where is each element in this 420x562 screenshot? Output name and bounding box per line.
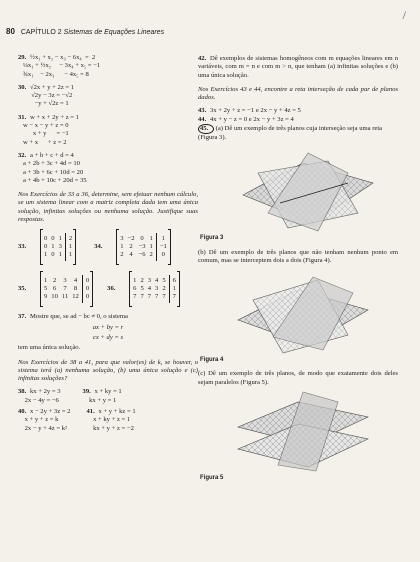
equation-line: ½x₁ + x₂ − x₃ − 6x₄ = 2 [30, 54, 96, 61]
exercise-number: 42. [198, 55, 207, 62]
equation-line: x + y = −1 [32, 130, 69, 138]
exercise-number: 40. [18, 408, 27, 416]
augmented-matrix-36: 1 2 3 4 5 6 5 4 3 2 7 7 7 7 7 6 1 7 [129, 271, 180, 307]
exercise-number: 45. [198, 124, 214, 134]
equation-line: x + y + z = k [24, 416, 59, 424]
exercise-30 [18, 84, 198, 109]
matrix-row-33-34 [18, 229, 198, 265]
equation-line: 2x − y + 4z = k² [24, 424, 68, 432]
exercise-38 [18, 388, 61, 405]
exercise-45c: (c) Dê um exemplo de três planos, de modo que exatamente dois deles sejam paralelos (Figura 5). [198, 370, 398, 386]
equation-line: a + b + c + d = 4 [30, 151, 74, 159]
equation-line: cx + dy = s [92, 333, 124, 341]
figure-caption: Figura 4 [200, 356, 224, 363]
exercise-number: 44. [198, 115, 207, 123]
exercise-37 [18, 313, 198, 352]
pen-mark: / [402, 8, 406, 22]
exercise-32 [18, 152, 198, 185]
exercise-45b: (b) Dê um exemplo de três planos que não tenham nenhum ponto em comum, mas se interceptem dois a dois (Figura 4). [198, 248, 398, 264]
exercise-39 [83, 388, 122, 405]
equation-line: −y + √2z = 1 [34, 100, 69, 108]
figure-5 [198, 387, 398, 481]
exercise-31 [18, 114, 198, 147]
exercise-29 [18, 54, 198, 79]
equation-line: a + 2b + 3c + 4d = 10 [22, 160, 80, 168]
exercise-text: 4x + y − z = 0 e 2x − y + 3z = 4 [210, 115, 294, 123]
instructions-33-36: Nos Exercícios de 33 a 36, determine, sem efetuar nenhum cálculo, se um sistema linear com a matriz completa dada tem uma única solução, infinitas soluções ou nenhuma solução. Justifique suas respostas. [18, 191, 198, 224]
page-number: 80 [6, 27, 15, 36]
chapter-label: CAPÍTULO 2 [20, 29, 62, 36]
exercise-number: 33. [18, 243, 27, 251]
instructions-38-41: Nos Exercícios de 38 a 41, para que valor(es) de k, se houver, o sistema terá (a) nenhuma solução, (b) uma única solução e (c) infinitas soluções? [18, 358, 198, 383]
equation-line: x + y + kz = 1 [98, 408, 136, 416]
figure-4 [198, 265, 398, 363]
instructions-43-44: Nos Exercícios 43 e 44, encontre a reta interseção de cada par de planos dados. [198, 85, 398, 102]
equation-line: √2y − 3z = −√2 [31, 92, 73, 100]
equation-line: a + 3b + 6c + 10d = 20 [22, 168, 84, 176]
exercise-number: 37. [18, 313, 27, 321]
right-column [198, 55, 398, 481]
augmented-matrix-34: 3 −2 0 1 1 2 −3 1 2 4 −6 2 1 −1 0 [116, 229, 171, 265]
exercise-number: 36. [107, 285, 116, 293]
equation-line: √2x + y + 2z = 1 [30, 83, 75, 91]
page-header [6, 27, 164, 36]
equation-line: w − x − y + z = 0 [22, 122, 69, 130]
exercise-number: 41. [86, 408, 95, 416]
exercise-text: (a) Dê um exemplo de três planos cuja interseção seja uma reta (Figura 3). [198, 125, 383, 142]
exercise-text: Mostre que, se ad − bc ≠ 0, o sistema [30, 313, 128, 321]
equation-line: ¼x₁ + ½x₂ − 3x₄ + x₅ = −1 [22, 62, 101, 70]
figure-caption: Figura 5 [200, 474, 224, 481]
three-planes-prism-figure [198, 265, 398, 360]
exercise-number: 32. [18, 151, 27, 159]
equation-line: w + x + 2y + z = 1 [30, 113, 79, 121]
exercise-row-40-41 [18, 408, 198, 436]
exercise-number: 31. [18, 113, 27, 121]
exercise-number: 30. [18, 83, 27, 91]
exercise-number: 39. [82, 388, 91, 396]
exercise-45 [198, 124, 398, 143]
equation-line: x + ky = 1 [94, 388, 122, 396]
exercise-number: 29. [18, 54, 27, 61]
exercise-40 [18, 408, 70, 433]
exercise-text: 3x + 2y + z = −1 e 2x − y + 4z = 5 [210, 107, 301, 115]
figure-3 [198, 143, 398, 241]
augmented-matrix-35: 1 2 3 4 5 6 7 8 9 10 11 12 0 0 0 [40, 271, 93, 307]
equation-line: x + ky + z = 1 [93, 416, 131, 424]
equation-line: w + x + z = 2 [22, 138, 67, 146]
exercise-text: tem uma única solução. [18, 344, 81, 352]
equation-line: ¾x₁ − 2x₃ − 4x₅ = 8 [22, 70, 89, 78]
equation-line: a + 4b + 10c + 20d = 35 [22, 176, 87, 184]
augmented-matrix-33: 0 0 1 0 1 3 1 0 1 2 1 1 [40, 229, 76, 265]
equation-line: kx + 2y = 3 [30, 388, 61, 396]
chapter-title: Sistemas de Equações Lineares [63, 29, 165, 36]
equation-line: ax + by = r [92, 323, 124, 331]
equation-line: 2x − 4y = −6 [24, 396, 59, 404]
equation-line: kx + y = 1 [89, 396, 117, 404]
exercise-number: 43. [198, 107, 207, 115]
exercise-44 [198, 116, 398, 124]
exercise-42 [198, 55, 398, 80]
exercise-text: Dê exemplos de sistemas homogêneos com m equações lineares em n variáveis, com m = n e com m > n, que tenham (a) infinitas soluções e (b) uma única solução. [198, 55, 398, 79]
equation-line: kx + y + z = −2 [93, 424, 134, 432]
left-column [18, 54, 198, 436]
exercise-row-38-39 [18, 388, 198, 408]
exercise-number: 35. [18, 285, 27, 293]
figure-caption: Figura 3 [200, 235, 224, 242]
exercise-41 [86, 408, 135, 433]
exercise-number: 38. [18, 388, 27, 396]
exercise-43 [198, 107, 398, 115]
matrix-row-35-36 [18, 271, 198, 307]
two-parallel-planes-figure [198, 387, 398, 472]
equation-line: x − 2y + 3z = 2 [30, 408, 71, 416]
three-planes-line-figure [198, 143, 398, 241]
exercise-number: 34. [94, 243, 103, 251]
